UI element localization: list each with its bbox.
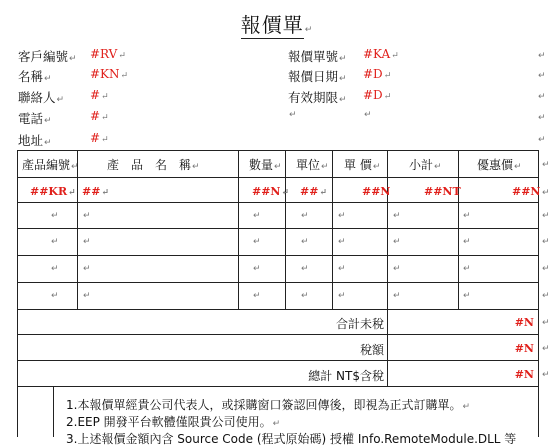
row-end-mark: ↵ — [542, 188, 550, 198]
tax-amount-label: 稅額 — [359, 343, 384, 357]
phone-value: #↵ — [90, 109, 109, 123]
subtotal-before-tax-value: #N — [514, 316, 534, 329]
document-title: 報價單↵ — [240, 13, 314, 37]
col-header-product-name: 產 品 名 稱↵ — [107, 158, 200, 172]
empty-cell-mark: ↵ — [463, 211, 471, 221]
name-value: #KN↵ — [90, 67, 129, 81]
empty-cell-mark: ↵ — [301, 237, 309, 247]
valid-until-label: 有效期限↵ — [288, 90, 347, 105]
empty-cell-mark: ↵ — [253, 211, 261, 221]
empty-cell-mark: ↵ — [338, 291, 346, 301]
customer-no-value: #RV↵ — [90, 47, 126, 61]
subtotal-before-tax-label: 合計未稅 — [335, 317, 384, 331]
empty-cell-mark: ↵ — [301, 291, 309, 301]
empty-cell-mark: ↵ — [393, 264, 401, 274]
empty-cell-mark: ↵ — [51, 264, 59, 274]
cell-product-name: ##↵ — [82, 185, 109, 198]
tax-amount-value: #N — [514, 342, 534, 355]
empty-cell-mark: ↵ — [253, 264, 261, 274]
name-label: 名稱↵ — [18, 69, 52, 84]
cell-quantity: ##N↵ — [252, 185, 290, 198]
empty-cell-mark: ↵ — [253, 291, 261, 301]
cell-unit-price: ##N — [362, 185, 391, 198]
col-header-discount-price: 優惠價↵ — [477, 158, 522, 172]
row-end-mark: ↵ — [542, 344, 550, 354]
quote-no-value: #KA↵ — [363, 47, 399, 61]
empty-cell-mark: ↵ — [253, 237, 261, 247]
empty-cell-mark: ↵ — [83, 291, 91, 301]
contact-value: #↵ — [90, 88, 109, 102]
customer-no-label: 客戶編號↵ — [18, 49, 77, 64]
row-end-mark: ↵ — [538, 51, 546, 61]
quote-date-value: #D↵ — [363, 67, 392, 81]
row-end-mark: ↵ — [542, 237, 550, 247]
row-end-mark: ↵ — [538, 71, 546, 81]
empty-cell-mark: ↵ — [51, 237, 59, 247]
col-header-unit: 單位↵ — [296, 158, 329, 172]
empty-cell-mark: ↵ — [463, 237, 471, 247]
note-line-1: 1.本報價單經貴公司代表人，或採購窗口簽認回傳後，即視為正式訂購單。↵ — [66, 398, 470, 412]
quote-date-label: 報價日期↵ — [288, 69, 347, 84]
empty-cell-mark: ↵ — [338, 264, 346, 274]
cell-subtotal: ##NT — [424, 185, 461, 198]
col-header-subtotal: 小計↵ — [409, 158, 442, 172]
empty-cell-mark: ↵ — [393, 237, 401, 247]
row-end-mark: ↵ — [542, 264, 550, 274]
row-end-mark: ↵ — [542, 370, 550, 380]
col-header-quantity: 數量↵ — [249, 158, 282, 172]
address-label: 地址↵ — [18, 133, 52, 148]
row-end-mark: ↵ — [542, 318, 550, 328]
row-end-mark: ↵ — [538, 92, 546, 102]
empty-paragraph-mark: ↵ — [289, 110, 297, 120]
cell-discount-price: ##N — [512, 185, 541, 198]
row-end-mark: ↵ — [542, 291, 550, 301]
row-end-mark: ↵ — [542, 211, 550, 221]
grand-total-label: 總計 NT$含稅 — [308, 369, 384, 383]
address-value: #↵ — [90, 131, 109, 145]
col-header-product-no: 產品編號↵ — [22, 158, 79, 172]
empty-cell-mark: ↵ — [463, 291, 471, 301]
empty-cell-mark: ↵ — [83, 237, 91, 247]
note-line-3: 3.上述報價金額內含 Source Code (程式原始碼) 授權 Info.RemoteModule.DLL 等 — [66, 432, 517, 446]
empty-cell-mark: ↵ — [338, 211, 346, 221]
empty-cell-mark: ↵ — [338, 237, 346, 247]
cell-product-no: ##KR↵ — [30, 185, 76, 198]
empty-paragraph-mark: ↵ — [364, 110, 372, 120]
row-end-mark: ↵ — [538, 135, 546, 145]
empty-cell-mark: ↵ — [301, 264, 309, 274]
empty-cell-mark: ↵ — [83, 264, 91, 274]
empty-cell-mark: ↵ — [393, 291, 401, 301]
empty-cell-mark: ↵ — [51, 211, 59, 221]
grand-total-value: #N — [514, 368, 534, 381]
phone-label: 電話↵ — [18, 111, 52, 126]
note-line-2: 2.EEP 開發平台軟體僅限貴公司使用。↵ — [66, 415, 281, 429]
empty-cell-mark: ↵ — [301, 211, 309, 221]
empty-cell-mark: ↵ — [51, 291, 59, 301]
quote-no-label: 報價單號↵ — [288, 49, 347, 64]
cell-unit: ##↵ — [300, 185, 327, 198]
empty-cell-mark: ↵ — [83, 211, 91, 221]
empty-cell-mark: ↵ — [463, 264, 471, 274]
contact-label: 聯絡人↵ — [18, 90, 65, 105]
col-header-unit-price: 單 價↵ — [344, 158, 381, 172]
row-end-mark: ↵ — [542, 160, 550, 170]
valid-until-value: #D↵ — [363, 88, 392, 102]
empty-cell-mark: ↵ — [393, 211, 401, 221]
row-end-mark: ↵ — [538, 113, 546, 123]
